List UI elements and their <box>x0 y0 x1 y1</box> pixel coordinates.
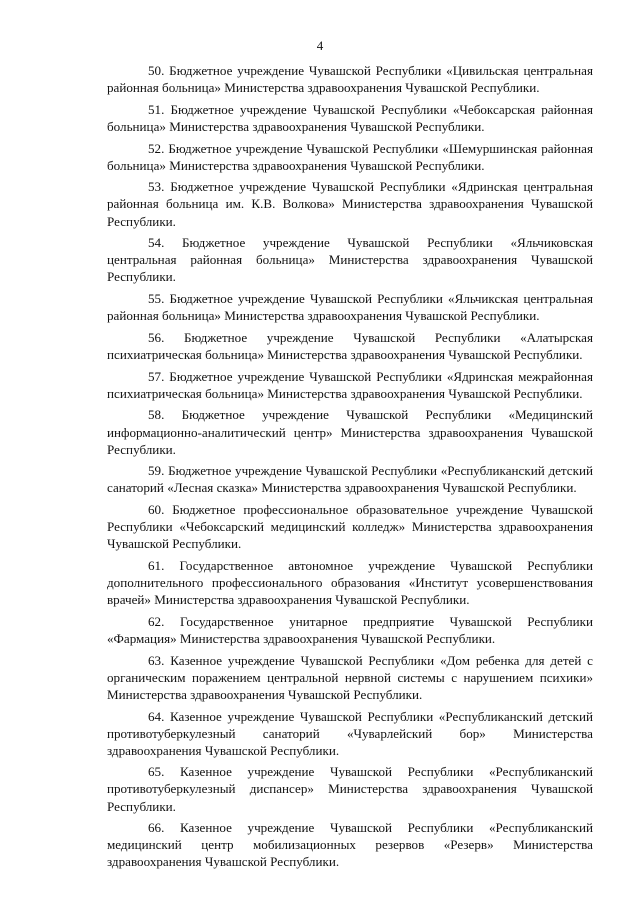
list-item-65: 65. Казенное учреждение Чувашской Республики «Республиканский противотуберкулезный диспансер» Министерства здравоохранения Чувашской Республики. <box>107 764 593 814</box>
list-item-59: 59. Бюджетное учреждение Чувашской Республики «Республиканский детский санаторий «Лесная сказка» Министерства здравоохранения Чувашской Республики. <box>107 463 593 496</box>
list-item-50: 50. Бюджетное учреждение Чувашской Республики «Цивильская центральная районная больница» Министерства здравоохранения Чувашской Республики. <box>107 63 593 96</box>
page-number: 4 <box>316 38 324 53</box>
document-body <box>107 62 593 875</box>
list-item-53: 53. Бюджетное учреждение Чувашской Республики «Ядринская центральная районная больница им. К.В. Волкова» Министерства здравоохранения Чувашской Республики. <box>107 179 593 229</box>
list-item-63: 63. Казенное учреждение Чувашской Республики «Дом ребенка для детей с органическим поражением центральной нервной системы с нарушением психики» Министерства здравоохранения Чувашской Республики. <box>107 652 593 702</box>
list-item-58: 58. Бюджетное учреждение Чувашской Республики «Медицинский информационно-аналитический центр» Министерства здравоохранения Чувашской Республики. <box>107 407 593 457</box>
list-item-62: 62. Государственное унитарное предприятие Чувашской Республики «Фармация» Министерства здравоохранения Чувашской Республики. <box>107 613 593 646</box>
list-item-66: 66. Казенное учреждение Чувашской Республики «Республиканский медицинский центр мобилизационных резервов «Резерв» Министерства здравоохранения Чувашской Республики. <box>107 820 593 870</box>
list-item-52: 52. Бюджетное учреждение Чувашской Республики «Шемуршинская районная больница» Министерства здравоохранения Чувашской Республики. <box>107 140 593 173</box>
list-item-60: 60. Бюджетное профессиональное образовательное учреждение Чувашской Республики «Чебоксарский медицинский колледж» Министерства здравоохранения Чувашской Республики. <box>107 502 593 552</box>
list-item-57: 57. Бюджетное учреждение Чувашской Республики «Ядринская межрайонная психиатрическая больница» Министерства здравоохранения Чувашской Республики. <box>107 368 593 401</box>
list-item-51: 51. Бюджетное учреждение Чувашской Республики «Чебоксарская районная больница» Министерства здравоохранения Чувашской Республики. <box>107 101 593 134</box>
list-item-54: 54. Бюджетное учреждение Чувашской Республики «Яльчиковская центральная районная больница» Министерства здравоохранения Чувашской Республики. <box>107 235 593 285</box>
list-item-61: 61. Государственное автономное учреждение Чувашской Республики дополнительного профессионального образования «Институт усовершенствования врачей» Министерства здравоохранения Чувашской Республики. <box>107 557 593 608</box>
list-item-64: 64. Казенное учреждение Чувашской Республики «Республиканский детский противотуберкулезный санаторий «Чуварлейский бор» Министерства здравоохранения Чувашской Республики. <box>107 708 593 758</box>
list-item-56: 56. Бюджетное учреждение Чувашской Республики «Алатырская психиатрическая больница» Министерства здравоохранения Чувашской Республики. <box>107 329 593 362</box>
list-item-55: 55. Бюджетное учреждение Чувашской Республики «Яльчикская центральная районная больница» Министерства здравоохранения Чувашской Республики. <box>107 291 593 324</box>
